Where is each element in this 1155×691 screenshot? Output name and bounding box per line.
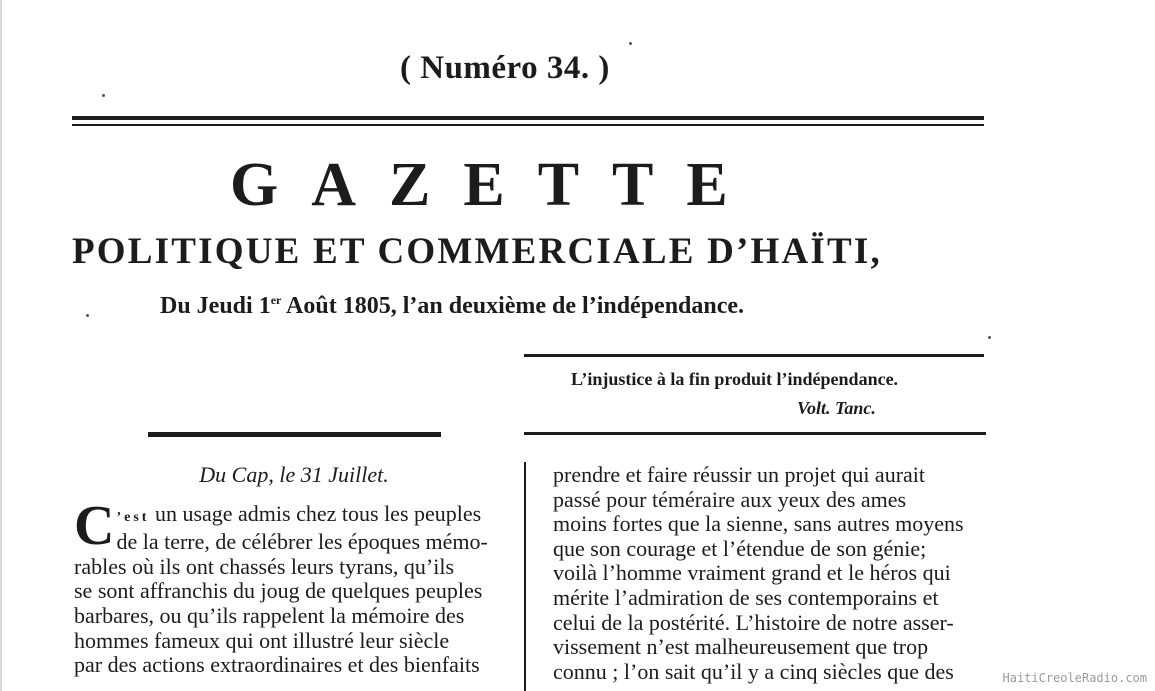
masthead-title: GAZETTE	[230, 151, 761, 219]
header-rule-top	[72, 116, 984, 120]
column-divider	[524, 462, 526, 691]
article-line: de la terre, de célébrer les époques mémo-	[116, 530, 488, 555]
header-rule-bottom	[72, 124, 984, 126]
right-column	[553, 463, 990, 684]
motto-text: L’injustice à la fin produit l’indépendance.	[571, 369, 899, 389]
dateline-superscript: er	[270, 293, 282, 307]
print-speck	[102, 94, 105, 97]
article-line: prendre et faire réussir un projet qui aurait	[553, 463, 926, 487]
motto-rule-top	[524, 354, 984, 357]
article-line: que son courage et l’étendue de son génie;	[553, 536, 927, 561]
dateline-end: Août 1805, l’an deuxième de l’indépendance.	[281, 293, 745, 319]
print-speck	[988, 336, 991, 339]
motto-author: Volt. Tanc.	[797, 398, 876, 418]
article-line: voilà l’homme vraiment grand et le héros qui	[553, 561, 951, 586]
article-line: moins fortes que la sienne, sans autres moyens	[553, 512, 964, 537]
issue-dateline	[160, 293, 744, 320]
first-word: ’est	[116, 509, 150, 525]
article-line: hommes fameux qui ont illustré leur siècle	[74, 628, 450, 653]
article-line: par des actions extraordinaires et des bienfaits	[74, 653, 480, 678]
article-line: mérite l’admiration de ses contemporains et	[553, 585, 939, 610]
article-line: rables où ils ont chassés leurs tyrans, qu’ils	[74, 554, 455, 579]
left-column	[74, 463, 514, 678]
print-speck	[86, 314, 89, 317]
dateline-start: Du Jeudi 1	[160, 293, 271, 319]
drop-cap: C	[74, 494, 115, 557]
motto-rule-bottom	[524, 432, 986, 435]
site-watermark: HaitiCreoleRadio.com	[1002, 671, 1147, 685]
masthead-subtitle: POLITIQUE ET COMMERCIALE D’HAÏTI,	[72, 231, 882, 272]
print-speck	[629, 42, 632, 45]
article-line	[116, 502, 514, 531]
article-line-text: un usage admis chez tous les peuples	[149, 501, 482, 526]
article-line: passé pour téméraire aux yeux des ames	[553, 487, 907, 512]
article-line: barbares, ou qu’ils rappelent la mémoire des	[74, 603, 465, 628]
article-line: celui de la postérité. L’histoire de notre asser-	[553, 610, 954, 635]
article-line: vissement n’est malheureusement que trop	[553, 635, 929, 660]
article-line: se sont affranchis du joug de quelques peuples	[74, 579, 483, 604]
article-heading: Du Cap, le 31 Juillet.	[199, 462, 389, 487]
article-line: connu ; l’on sait qu’il y a cinq siècles que des	[553, 659, 954, 684]
left-column-rule	[148, 432, 441, 437]
issue-number: ( Numéro 34. )	[400, 50, 610, 86]
